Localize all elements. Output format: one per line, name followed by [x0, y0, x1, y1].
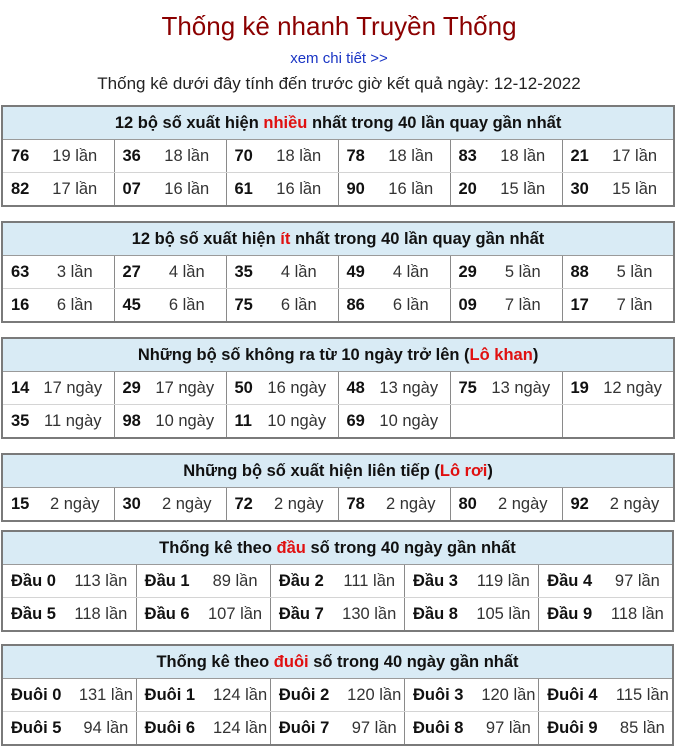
count-cell: 18 lần: [148, 140, 226, 173]
title-text: nhất trong 40 lần quay gần nhất: [307, 113, 562, 132]
number-cell: 76: [2, 140, 36, 173]
number-cell: 48: [338, 372, 368, 405]
title-text: Những bộ số không ra từ 10 ngày trở lên (: [137, 345, 470, 364]
number-cell: 30: [570, 179, 589, 198]
count-cell: 16 lần: [148, 173, 226, 207]
table-row: [2, 173, 674, 207]
count-cell: 13 ngày: [480, 372, 562, 405]
title-text: Thống kê theo: [159, 538, 277, 557]
number-cell: 83: [450, 140, 484, 173]
title-text: ): [487, 461, 493, 480]
count-cell: 18 lần: [260, 140, 338, 173]
number-cell: 70: [226, 140, 260, 173]
count-cell: 4 lần: [260, 256, 338, 289]
number-cell: Đuôi 7: [278, 718, 330, 737]
count-cell: 97 lần: [479, 712, 539, 746]
number-cell: 11: [234, 411, 252, 430]
table-row: [2, 598, 673, 632]
number-cell: Đuôi 4: [539, 679, 613, 712]
count-cell: 2 ngày: [609, 494, 660, 513]
number-cell: 98: [122, 411, 141, 430]
count-cell: 10 ngày: [368, 405, 450, 439]
title-text: số trong 40 ngày gần nhất: [305, 538, 516, 557]
count-cell: 16 lần: [372, 173, 450, 207]
number-cell: 45: [122, 295, 141, 314]
title-highlight: nhiều: [263, 113, 308, 132]
count-cell: 119 lần: [469, 565, 539, 598]
count-cell: 94 lần: [76, 712, 136, 746]
count-cell: 2 ngày: [148, 488, 226, 522]
dau-stats-table: [1, 530, 674, 632]
number-cell: 88: [562, 256, 596, 289]
count-cell: 17 lần: [36, 173, 114, 207]
number-cell: 82: [11, 179, 30, 198]
number-cell: Đuôi 3: [405, 679, 479, 712]
title-text: ): [532, 345, 539, 364]
number-cell: Đầu 9: [547, 604, 593, 623]
title-text: nhất trong 40 lần quay gần nhất: [290, 229, 545, 248]
number-cell: 29: [114, 372, 144, 405]
count-cell: 18 lần: [484, 140, 562, 173]
number-cell: 86: [346, 295, 365, 314]
count-cell: 17 lần: [596, 140, 674, 173]
number-cell: 27: [114, 256, 148, 289]
count-cell: 2 ngày: [36, 488, 114, 522]
number-cell: 35: [11, 411, 30, 430]
number-cell: 63: [2, 256, 36, 289]
count-cell: 4 lần: [148, 256, 226, 289]
number-cell: 49: [338, 256, 372, 289]
number-cell: Đầu 8: [413, 604, 458, 623]
table-row: [2, 405, 674, 439]
number-cell: 78: [346, 494, 365, 513]
count-cell: 115 lần: [613, 679, 673, 712]
number-cell: Đầu 6: [144, 604, 190, 623]
number-cell: 21: [562, 140, 596, 173]
table-title: [2, 106, 674, 140]
page-title: Thống kê nhanh Truyền Thống: [161, 11, 517, 41]
title-text: số trong 40 ngày gần nhất: [308, 652, 519, 671]
count-cell: 4 lần: [372, 256, 450, 289]
count-cell: [480, 405, 562, 439]
number-cell: 75: [234, 295, 253, 314]
count-cell: 6 lần: [36, 289, 114, 323]
count-cell: 19 lần: [36, 140, 114, 173]
count-cell: 17 ngày: [144, 372, 226, 405]
number-cell: Đuôi 6: [144, 718, 196, 737]
number-cell: 07: [122, 179, 141, 198]
duoi-stats-table: [1, 644, 674, 746]
count-cell: 131 lần: [76, 679, 136, 712]
count-cell: 7 lần: [484, 289, 562, 323]
count-cell: 2 ngày: [372, 488, 450, 522]
count-cell: 12 ngày: [592, 372, 674, 405]
number-cell: 61: [234, 179, 253, 198]
table-title: [2, 645, 673, 679]
lo-khan-table: [1, 337, 675, 439]
title-text: Thống kê theo: [156, 652, 274, 671]
number-cell: [562, 405, 592, 439]
number-cell: Đầu 7: [278, 604, 324, 623]
count-cell: 10 ngày: [144, 405, 226, 439]
title-text: 12 bộ số xuất hiện: [114, 113, 264, 132]
number-cell: 80: [458, 494, 477, 513]
title-highlight: Lô khan: [469, 345, 533, 364]
number-cell: 16: [11, 295, 30, 314]
number-cell: Đuôi 8: [413, 718, 464, 737]
count-cell: [592, 405, 674, 439]
number-cell: 19: [562, 372, 592, 405]
table-title: [2, 222, 674, 256]
title-highlight: Lô rơi: [439, 461, 488, 480]
title-highlight: ít: [280, 229, 291, 248]
section-gap: [0, 632, 678, 644]
number-cell: Đầu 5: [11, 604, 56, 623]
number-cell: 92: [570, 494, 589, 513]
table-row: [2, 565, 673, 598]
number-cell: 35: [226, 256, 260, 289]
number-cell: Đuôi 2: [270, 679, 344, 712]
table-row: [2, 712, 673, 746]
lo-roi-table: [1, 453, 675, 522]
number-cell: Đầu 2: [270, 565, 334, 598]
section-gap: [0, 522, 678, 530]
table-title: [2, 338, 674, 372]
table-row: [2, 488, 674, 522]
number-cell: 78: [338, 140, 372, 173]
number-cell: Đầu 0: [2, 565, 66, 598]
count-cell: 105 lần: [469, 598, 539, 632]
count-cell: 89 lần: [200, 565, 270, 598]
least-frequent-table: [1, 221, 675, 323]
number-cell: 72: [234, 494, 253, 513]
title-text: 12 bộ số xuất hiện: [131, 229, 281, 248]
number-cell: 50: [226, 372, 256, 405]
section-gap: [0, 323, 678, 337]
count-cell: 120 lần: [344, 679, 404, 712]
table-row: [2, 289, 674, 323]
count-cell: 3 lần: [36, 256, 114, 289]
table-row: [2, 679, 673, 712]
number-cell: 17: [570, 295, 589, 314]
count-cell: 5 lần: [596, 256, 674, 289]
page-header: [0, 0, 678, 94]
count-cell: 17 ngày: [32, 372, 114, 405]
count-cell: 16 lần: [260, 173, 338, 207]
table-title: [2, 531, 673, 565]
number-cell: Đuôi 9: [547, 718, 598, 737]
count-cell: 124 lần: [210, 679, 270, 712]
count-cell: 111 lần: [334, 565, 404, 598]
count-cell: 6 lần: [260, 289, 338, 323]
number-cell: [450, 405, 480, 439]
count-cell: 7 lần: [616, 295, 653, 314]
number-cell: 20: [458, 179, 477, 198]
number-cell: 14: [2, 372, 32, 405]
count-cell: 18 lần: [372, 140, 450, 173]
number-cell: 15: [11, 494, 30, 513]
count-cell: 6 lần: [148, 289, 226, 323]
count-cell: 10 ngày: [256, 405, 338, 439]
count-cell: 5 lần: [484, 256, 562, 289]
count-cell: 2 ngày: [260, 488, 338, 522]
table-row: [2, 140, 674, 173]
number-cell: Đầu 3: [405, 565, 469, 598]
count-cell: 6 lần: [372, 289, 450, 323]
number-cell: 90: [346, 179, 365, 198]
title-highlight: đuôi: [273, 652, 309, 671]
count-cell: 113 lần: [66, 565, 136, 598]
number-cell: Đầu 4: [539, 565, 603, 598]
number-cell: Đuôi 5: [11, 718, 62, 737]
number-cell: 09: [458, 295, 477, 314]
count-cell: 97 lần: [603, 565, 673, 598]
number-cell: Đầu 1: [136, 565, 200, 598]
view-details-link[interactable]: xem chi tiết >>: [290, 50, 388, 67]
table-title: [2, 454, 674, 488]
count-cell: 124 lần: [210, 712, 270, 746]
count-cell: 11 ngày: [32, 405, 114, 439]
number-cell: 30: [122, 494, 141, 513]
count-cell: 85 lần: [619, 718, 665, 737]
count-cell: 130 lần: [334, 598, 404, 632]
count-cell: 97 lần: [344, 712, 404, 746]
count-cell: 107 lần: [200, 598, 270, 632]
section-gap: [0, 207, 678, 221]
count-cell: 13 ngày: [368, 372, 450, 405]
number-cell: 29: [450, 256, 484, 289]
count-cell: 15 lần: [484, 173, 562, 207]
count-cell: 2 ngày: [484, 488, 562, 522]
count-cell: 15 lần: [612, 179, 658, 198]
number-cell: Đuôi 1: [136, 679, 210, 712]
title-text: Những bộ số xuất hiện liên tiếp (: [183, 461, 440, 480]
number-cell: 36: [114, 140, 148, 173]
table-row: [2, 372, 674, 405]
section-gap: [0, 439, 678, 453]
count-cell: 16 ngày: [256, 372, 338, 405]
number-cell: 75: [450, 372, 480, 405]
count-cell: 120 lần: [479, 679, 539, 712]
table-row: [2, 256, 674, 289]
count-cell: 118 lần: [66, 598, 136, 632]
title-highlight: đầu: [276, 538, 306, 557]
number-cell: 69: [346, 411, 365, 430]
page-subtitle: Thống kê dưới đây tính đến trước giờ kết quả ngày: 12-12-2022: [97, 74, 581, 93]
most-frequent-table: [1, 105, 675, 207]
number-cell: Đuôi 0: [2, 679, 76, 712]
count-cell: 118 lần: [610, 604, 664, 623]
